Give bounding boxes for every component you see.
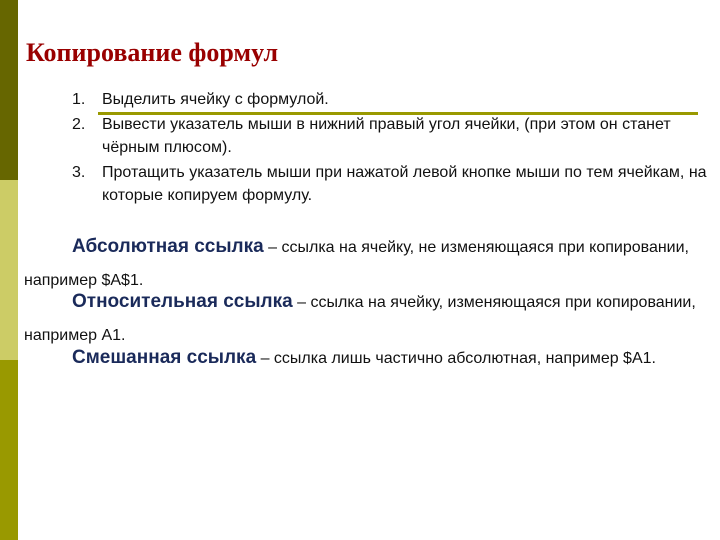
definition-mixed xyxy=(24,341,704,375)
steps-list xyxy=(72,88,712,207)
step-text: Протащить указатель мыши при нажатой левой кнопке мыши по тем ячейкам, на которые копируем формулу. xyxy=(102,164,707,204)
definition-text: – ссылка на ячейку, не изменяющаяся при копировании, например $A$1. xyxy=(24,239,689,289)
list-item xyxy=(72,113,712,159)
definition-term: Абсолютная ссылка xyxy=(72,236,264,257)
list-item xyxy=(72,161,712,207)
step-text: Вывести указатель мыши в нижний правый угол ячейки, (при этом он станет чёрным плюсом). xyxy=(102,116,671,156)
sidebar-stripe-top xyxy=(0,0,18,180)
step-number: 1. xyxy=(72,91,86,108)
sidebar-stripe-middle xyxy=(0,180,18,360)
list-item xyxy=(72,88,712,111)
step-number: 3. xyxy=(72,164,86,181)
definition-term: Относительная ссылка xyxy=(72,291,293,312)
step-number: 2. xyxy=(72,116,86,133)
definition-text: – ссылка лишь частично абсолютная, например $A1. xyxy=(256,350,656,367)
slide-title: Копирование формул xyxy=(26,38,279,67)
definition-text: – ссылка на ячейку, изменяющаяся при копировании, например A1. xyxy=(24,294,696,344)
definition-term: Смешанная ссылка xyxy=(72,347,257,368)
sidebar-stripe-bottom xyxy=(0,360,18,540)
step-text: Выделить ячейку с формулой. xyxy=(102,91,329,108)
